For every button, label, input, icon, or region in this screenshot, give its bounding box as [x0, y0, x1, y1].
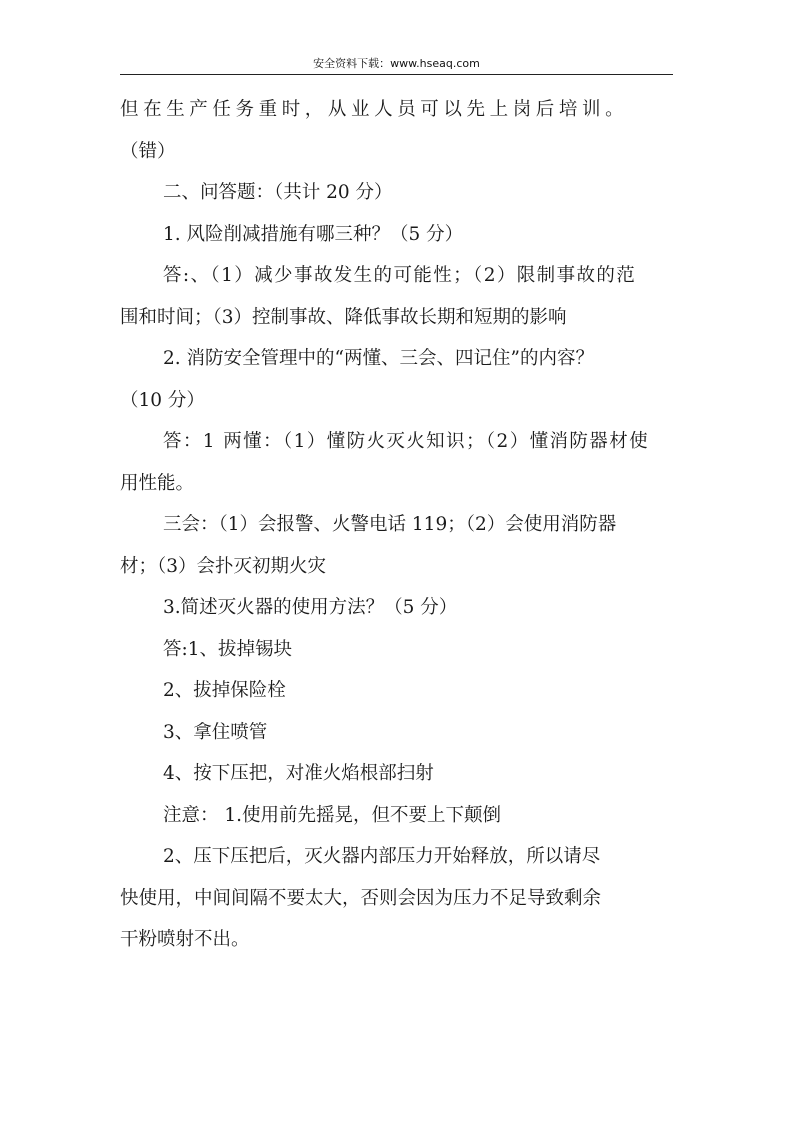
section-heading: 二、问答题：（共计 20 分）: [163, 182, 393, 203]
note-line: 注意： 1.使用前先摇晃，但不要上下颠倒: [163, 805, 502, 826]
question: （10 分）: [120, 390, 205, 411]
answer-line: 2、拔掉保险栓: [163, 680, 286, 701]
body-line: （错）: [120, 141, 176, 162]
question: 2. 消防安全管理中的“两懂、三会、四记住”的内容？: [163, 348, 594, 369]
header-text: 安全资料下载：www.hseaq.com: [313, 57, 480, 70]
answer-line: 答:1、拔掉锡块: [163, 639, 293, 660]
question: 1. 风险削减措施有哪三种？（5 分）: [163, 224, 464, 245]
answer-line: 答：1 两懂：（1）懂防火灭火知识；（2）懂消防器材使: [163, 431, 649, 452]
answer-line: 围和时间；（3）控制事故、降低事故长期和短期的影响: [120, 307, 567, 328]
question: 3.简述灭火器的使用方法？（5 分）: [163, 597, 458, 618]
note-line: 快使用，中间间隔不要太大，否则会因为压力不足导致剩余: [120, 888, 602, 909]
answer-line: 3、拿住喷管: [163, 722, 268, 743]
answer-line: 材；（3）会扑灭初期火灾: [120, 556, 327, 577]
answer-line: 用性能。: [120, 473, 195, 494]
answer-line: 4、按下压把，对准火焰根部扫射: [163, 763, 434, 784]
body-line: 但在生产任务重时，从业人员可以先上岗后培训。: [120, 99, 629, 120]
answer-line: 三会：（1）会报警、火警电话 119；（2）会使用消防器: [163, 514, 617, 535]
note-line: 2、压下压把后，灭火器内部压力开始释放，所以请尽: [163, 846, 601, 867]
answer-line: 答:、（1）减少事故发生的可能性；（2）限制事故的范: [163, 265, 637, 286]
note-line: 干粉喷射不出。: [120, 929, 250, 950]
page-header: [120, 56, 673, 75]
